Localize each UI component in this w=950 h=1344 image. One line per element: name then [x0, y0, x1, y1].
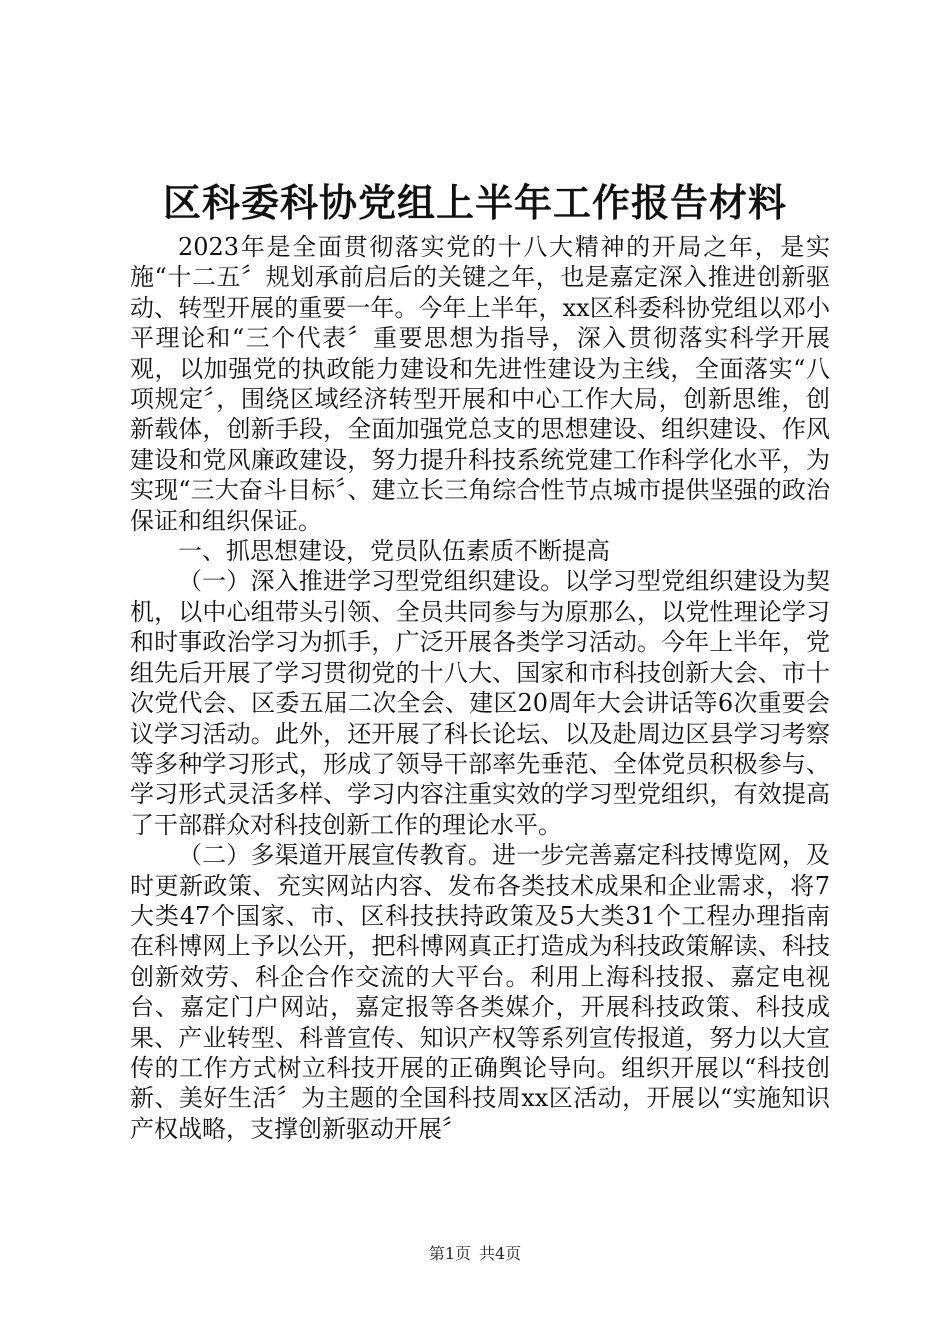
subsection-paragraph-1: （一）深入推进学习型党组织建设。以学习型党组织建设为契机，以中心组带头引领、全员共同参与为原那么，以党性理论学习和时事政治学习为抓手，广泛开展各类学习活动。今年上半年，党组先后开展了学习贯彻党的十八大、国家和市科技创新大会、市十次党代会、区委五届二次全会、建区20周年大会讲话等6次重要会议学习活动。此外，还开展了科长论坛、以及赴周边区县学习考察等多种学习形式，形成了领导干部率先垂范、全体党员积极参与、学习形式灵活多样、学习内容注重实效的学习型党组织，有效提高了干部群众对科技创新工作的理论水平。	[130, 567, 830, 839]
intro-paragraph: 2023年是全面贯彻落实党的十八大精神的开局之年，是实施“十二五〞规划承前启后的关键之年，也是嘉定深入推进创新驱动、转型开展的重要一年。今年上半年，xx区科委科协党组以邓小平理论和“三个代表〞重要思想为指导，深入贯彻落实科学开展观，以加强党的执政能力建设和先进性建设为主线，全面落实“八项规定〞，围绕区域经济转型开展和中心工作大局，创新思维，创新载体，创新手段，全面加强党总支的思想建设、组织建设、作风建设和党风廉政建设，努力提升科技系统党建工作科学化水平，为实现“三大奋斗目标〞、建立长三角综合性节点城市提供坚强的政治保证和组织保证。	[130, 233, 830, 535]
document-body	[130, 232, 830, 1144]
page-total: 共4页	[479, 1244, 522, 1263]
section-heading: 一、抓思想建设，党员队伍素质不断提高	[178, 537, 610, 566]
page-footer	[0, 1244, 950, 1264]
subsection-paragraph-2: （二）多渠道开展宣传教育。进一步完善嘉定科技博览网，及时更新政策、充实网站内容、发布各类技术成果和企业需求，将7大类47个国家、市、区科技扶持政策及5大类31个工程办理指南在科博网上予以公开，把科博网真正打造成为科技政策解读、科技创新效劳、科企合作交流的大平台。利用上海科技报、嘉定电视台、嘉定门户网站，嘉定报等各类媒介，开展科技政策、科技成果、产业转型、科普宣传、知识产权等系列宣传报道，努力以大宣传的工作方式树立科技开展的正确舆论导向。组织开展以“科技创新、美好生活〞为主题的全国科技周xx区活动，开展以“实施知识产权战略，支撑创新驱动开展〞	[130, 841, 830, 1143]
document-title: 区科委科协党组上半年工作报告材料	[162, 180, 787, 225]
page-number: 第1页	[428, 1244, 471, 1263]
